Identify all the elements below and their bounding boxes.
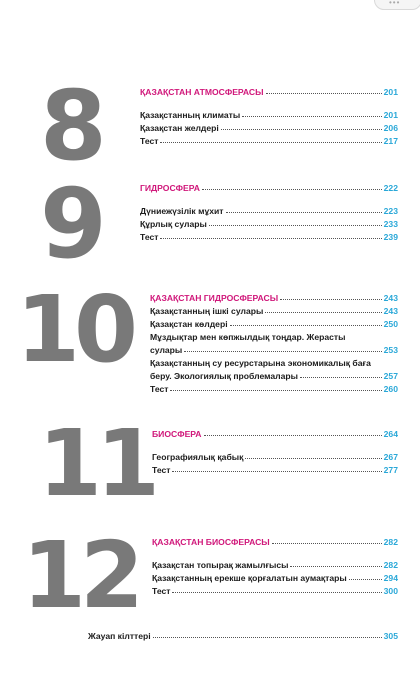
toc-item-row[interactable]	[140, 120, 398, 133]
toc-item-row[interactable]	[140, 216, 398, 229]
toc-page-number: 267	[383, 452, 398, 462]
toc-item-title: Қазақстан көлдері	[150, 319, 228, 329]
toc-heading-title: ГИДРОСФЕРА	[140, 183, 200, 193]
toc-item-row-continued[interactable]	[150, 342, 398, 355]
dot-leader	[153, 637, 382, 638]
toc-item-title: Тест	[150, 384, 169, 394]
toc-item-row[interactable]	[152, 583, 398, 596]
toc-heading-title: ҚАЗАҚСТАН АТМОСФЕРАСЫ	[140, 87, 264, 97]
dot-leader	[170, 390, 381, 391]
toc-page-number: 277	[383, 465, 398, 475]
toc-item-title: Қазақстанның су ресурстарына экономикалық баға	[150, 358, 371, 368]
dot-leader	[221, 129, 382, 130]
toc-item-title: Қазақстанның ішкі сулары	[150, 306, 264, 316]
toc-item-title: Мұздықтар мен көпжылдық тоңдар. Жерасты	[150, 332, 346, 342]
toc-heading-row[interactable]	[152, 426, 398, 439]
toc-footer-title: Жауап кілттері	[88, 631, 151, 641]
toc-page-number: 201	[383, 87, 398, 97]
toc-item-row[interactable]	[140, 203, 398, 216]
toc-item-title: Дүниежүзілік мұхит	[140, 206, 224, 216]
toc-item-row[interactable]	[150, 329, 398, 342]
toc-item-row[interactable]	[150, 381, 398, 394]
dot-leader	[245, 458, 381, 459]
dot-leader	[349, 579, 382, 580]
dot-leader	[266, 93, 382, 94]
dot-leader	[242, 116, 382, 117]
dot-leader	[226, 212, 382, 213]
toc-item-row-continued[interactable]	[150, 368, 398, 381]
toc-page-number: 217	[383, 136, 398, 146]
toc-heading-title: БИОСФЕРА	[152, 429, 202, 439]
dot-leader	[204, 435, 382, 436]
toc-heading-row[interactable]	[150, 290, 398, 303]
dot-leader	[272, 543, 382, 544]
toc-page-number: 282	[383, 560, 398, 570]
toc-page-number: 282	[383, 537, 398, 547]
toc-item-row[interactable]	[150, 355, 398, 368]
toc-section	[140, 180, 398, 242]
toc-page-number: 305	[383, 631, 398, 641]
toc-item-row[interactable]	[152, 449, 398, 462]
dot-leader	[172, 471, 381, 472]
toc-item-row[interactable]	[152, 557, 398, 570]
toc-footer-row[interactable]	[88, 628, 398, 641]
toc-page-number: 243	[383, 306, 398, 316]
dot-leader	[230, 325, 382, 326]
toc-item-title: Тест	[140, 232, 159, 242]
dot-leader	[160, 142, 381, 143]
toc-heading-title: ҚАЗАҚСТАН БИОСФЕРАСЫ	[152, 537, 270, 547]
toc-page-number: 222	[383, 183, 398, 193]
toc-page-number: 253	[383, 345, 398, 355]
dot-leader	[209, 225, 382, 226]
toc-page-number: 257	[383, 371, 398, 381]
toc-item-row[interactable]	[140, 229, 398, 242]
page-corner-tab: •••	[374, 0, 420, 10]
toc-item-row[interactable]	[152, 570, 398, 583]
toc-item-row[interactable]	[140, 107, 398, 120]
section-number: 12	[22, 522, 139, 629]
toc-item-row[interactable]	[150, 303, 398, 316]
section-number: 9	[40, 168, 101, 280]
toc-page-number: 223	[383, 206, 398, 216]
toc-item-row[interactable]	[150, 316, 398, 329]
toc-page-number: 260	[383, 384, 398, 394]
dot-leader	[160, 238, 381, 239]
toc-item-title: Қазақстан желдері	[140, 123, 219, 133]
toc-item-title: Географиялық қабық	[152, 452, 244, 462]
dot-leader	[265, 312, 381, 313]
toc-item-title-continued: беру. Экологиялық проблемалары	[150, 371, 298, 381]
toc-page-number: 233	[383, 219, 398, 229]
section-number: 8	[40, 70, 101, 182]
toc-heading-title: ҚАЗАҚСТАН ГИДРОСФЕРАСЫ	[150, 293, 279, 303]
section-number: 10	[16, 276, 133, 383]
dot-leader	[280, 299, 382, 300]
toc-item-title: Қазақстанның ерекше қорғалатын аумақтары	[152, 573, 347, 583]
toc-item-title-continued: сулары	[150, 345, 183, 355]
toc-heading-row[interactable]	[140, 84, 398, 97]
toc-page-number: 294	[383, 573, 398, 583]
toc-page-number: 239	[383, 232, 398, 242]
toc-footer	[88, 628, 398, 641]
section-number: 11	[38, 410, 155, 517]
toc-item-row[interactable]	[152, 462, 398, 475]
dot-leader	[290, 566, 381, 567]
toc-item-row[interactable]	[140, 133, 398, 146]
toc-item-title: Тест	[140, 136, 159, 146]
toc-page-number: 300	[383, 586, 398, 596]
toc-heading-row[interactable]	[140, 180, 398, 193]
dot-leader	[202, 189, 382, 190]
toc-page-number: 250	[383, 319, 398, 329]
toc-section	[152, 426, 398, 475]
dot-leader	[184, 351, 381, 352]
toc-section	[140, 84, 398, 146]
toc-item-title: Құрлық сулары	[140, 219, 207, 229]
toc-page-number: 201	[383, 110, 398, 120]
toc-heading-row[interactable]	[152, 534, 398, 547]
toc-item-title: Тест	[152, 465, 171, 475]
toc-section	[150, 290, 398, 394]
toc-section	[152, 534, 398, 596]
toc-page-number: 206	[383, 123, 398, 133]
toc-page-number: 243	[383, 293, 398, 303]
dot-leader	[300, 377, 382, 378]
toc-item-title: Тест	[152, 586, 171, 596]
toc-item-title: Қазақстан топырақ жамылғысы	[152, 560, 289, 570]
toc-item-title: Қазақстанның климаты	[140, 110, 241, 120]
toc-page-number: 264	[383, 429, 398, 439]
dot-leader	[172, 592, 381, 593]
